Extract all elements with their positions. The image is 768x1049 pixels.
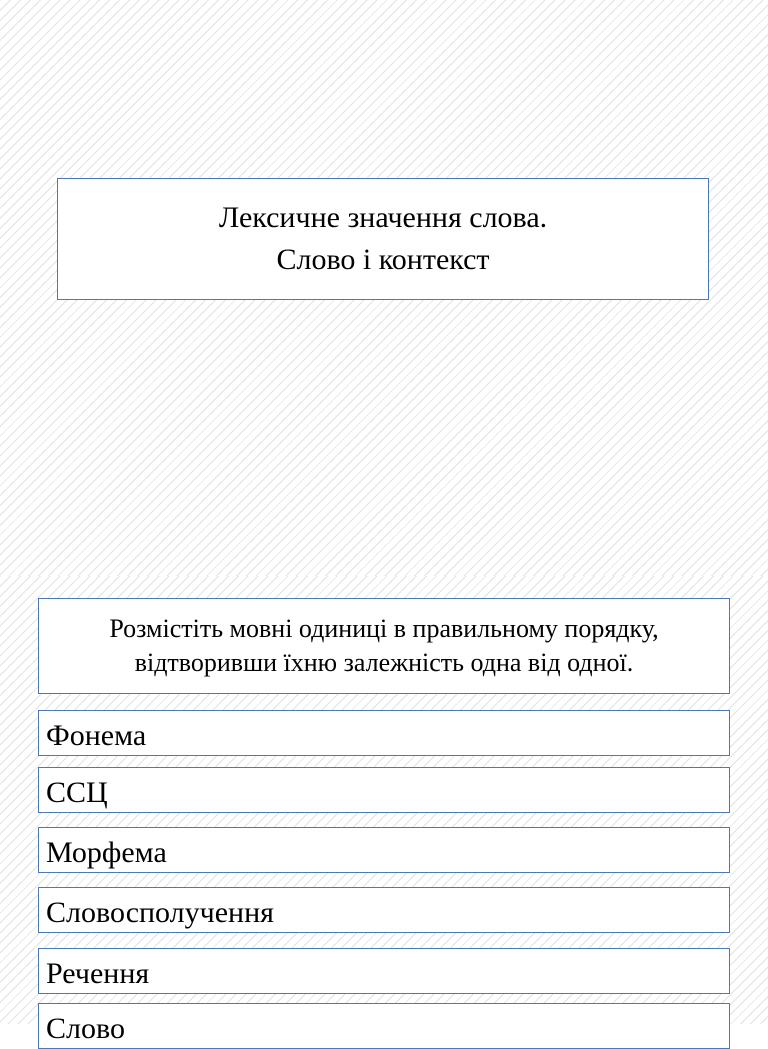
ordering-item-label: ССЦ — [46, 776, 108, 809]
ordering-task-slide — [0, 576, 768, 1045]
ordering-item-complex-syntactic-whole[interactable] — [38, 767, 730, 813]
ordering-item-sentence[interactable] — [38, 948, 730, 994]
ordering-item-phoneme[interactable] — [38, 710, 730, 756]
ordering-item-word[interactable] — [38, 1003, 730, 1049]
ordering-item-label: Речення — [46, 957, 150, 990]
ordering-item-label: Фонема — [46, 719, 147, 752]
task-instruction: Розмістіть мовні одиниці в правильному порядку, відтворивши їхню залежність одна від одної. — [38, 598, 730, 694]
ordering-item-label: Слово — [46, 1012, 125, 1045]
ordering-item-morpheme[interactable] — [38, 827, 730, 873]
ordering-item-label: Морфема — [46, 836, 167, 869]
title-line-2: Слово і контекст — [276, 243, 490, 276]
ordering-item-label: Словосполучення — [46, 896, 274, 929]
title-box — [57, 178, 709, 300]
ordering-item-phrase[interactable] — [38, 887, 730, 933]
title-line-1: Лексичне значення слова. — [218, 201, 548, 234]
